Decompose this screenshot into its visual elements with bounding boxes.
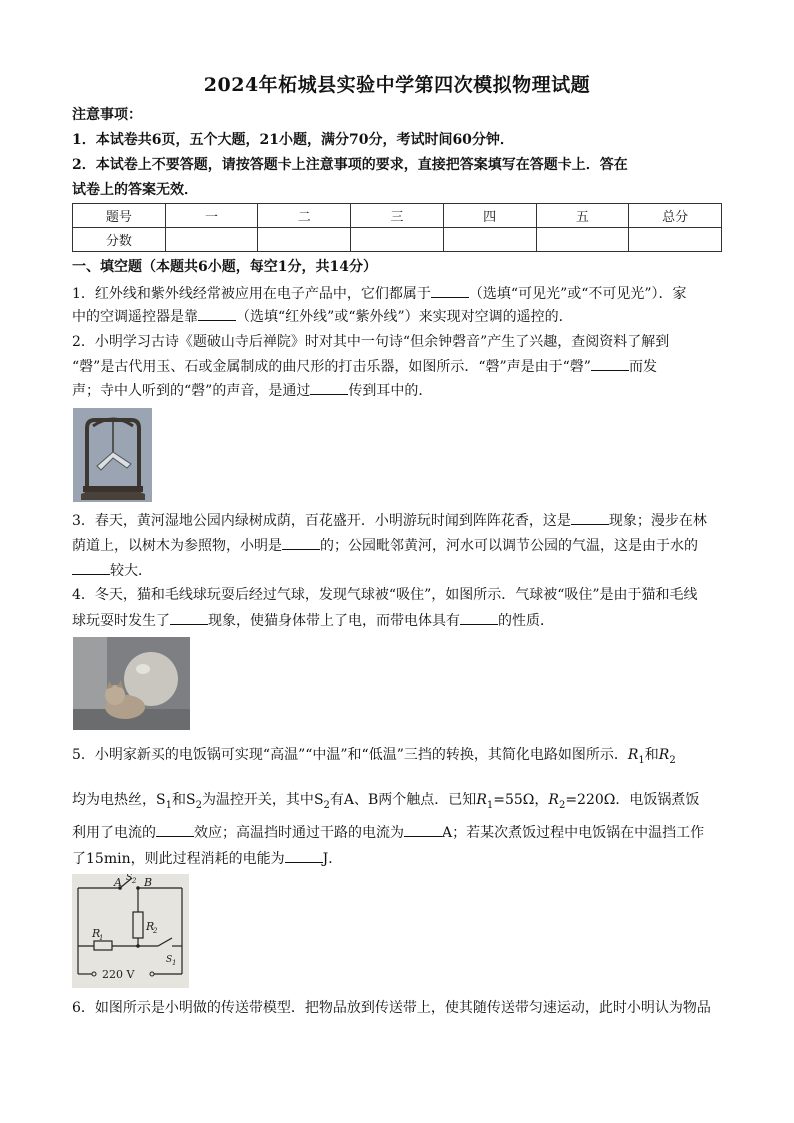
score-header-cell: 四 [443,204,536,228]
answer-blank [404,822,442,837]
s2-subscript: 2 [195,799,202,811]
q3-text-b: 现象；漫步在林 [608,513,707,529]
answer-blank [310,380,348,395]
score-table-header-row [73,204,722,228]
question-5-line-3 [72,822,724,843]
score-row-label: 分数 [73,228,166,252]
score-table-score-row [73,228,722,252]
circuit-label-s1-sub: 1 [172,959,177,967]
circuit-label-s1: S [166,955,173,965]
eq-r1-subscript: 1 [486,799,494,811]
s1-symbol: S [156,792,166,808]
answer-blank [198,306,236,321]
r1-subscript: 1 [638,754,645,766]
q4-text-c: 的性质． [498,613,554,629]
answer-blank [571,510,609,525]
answer-blank [460,610,498,625]
q3-text-c: 荫道上，以树木为参照物，小明是 [72,538,282,554]
q3-text-e: 较大． [110,563,152,579]
q5-and-2: 和 [171,792,186,808]
notice-item-2: 2．本试卷上不要答题，请按答题卡上注意事项的要求，直接把答案填写在答题卡上．答在 [72,157,628,173]
circuit-label-r2: R [146,920,155,933]
circuit-label-r1: R [92,927,101,940]
circuit-diagram [72,874,189,988]
answer-blank [431,283,469,298]
eq-r2-symbol: R [548,792,559,808]
q2-text-c: 声；寺中人听到的“磬”的声音，是通过 [72,383,311,399]
score-cell[interactable] [536,228,629,252]
q4-text-a: 球玩耍时发生了 [72,613,170,629]
cat-balloon-illustration [73,637,190,730]
q5-text-d: 有A、B两个触点．已知 [329,792,477,808]
r2-subscript: 2 [669,754,676,766]
q2-text-a: “磬”是古代用玉、石或金属制成的曲尺形的打击乐器，如图所示．“磬”声是由于“磬” [72,359,591,375]
question-4-line-2 [72,610,724,631]
answer-blank [285,848,323,863]
score-cell[interactable] [258,228,351,252]
question-4-line-1: 4．冬天，猫和毛线球玩耍后经过气球，发现气球被“吸住”，如图所示．气球被“吸住”是由于猫和毛线 [72,587,698,603]
circuit-label-r2-sub: 2 [153,927,158,935]
q5-text-g: A；若某次煮饭过程中电饭锅在中温挡工作 [442,825,705,841]
notice-item-3: 试卷上的答案无效． [72,182,198,198]
q2-text-d: 传到耳中的． [348,383,433,399]
question-2-line-3 [72,380,724,401]
q5-text-a: 5．小明家新买的电饭锅可实现“高温”“中温”和“低温”三挡的转换，其简化电路如图所示． [72,747,628,763]
q1-text-d: （选填“红外线”或“紫外线”）来实现对空调的遥控的． [236,309,573,325]
eq-r1-symbol: R [476,792,487,808]
question-5-line-2 [72,790,724,816]
q5-text-c: 为温控开关，其中 [201,792,314,808]
score-header-cell: 总分 [629,204,722,228]
circuit-label-a: A [114,876,122,889]
eq-r2-value: =220Ω．电饭锅煮饭 [565,792,700,808]
q5-text-b: 均为电热丝， [72,792,156,808]
q5-text-h: 了15min，则此过程消耗的电能为 [72,851,285,867]
q1-text-c: 中的空调遥控器是靠 [72,309,198,325]
r2-symbol: R [658,747,670,763]
score-table [72,203,722,252]
qing-illustration [73,408,152,502]
score-cell[interactable] [165,228,258,252]
q5-and: 和 [644,747,659,763]
question-2-line-2 [72,356,724,377]
cat-balloon-photo [73,637,190,730]
circuit-label-s2-sub: 2 [132,877,137,885]
question-5-line-4 [72,848,724,869]
answer-blank [156,822,194,837]
eq-r2-subscript: 2 [558,799,566,811]
circuit-label-b: B [144,876,153,889]
score-cell[interactable] [443,228,536,252]
question-6-line-1: 6．如图所示是小明做的传送带模型．把物品放到传送带上，使其随传送带匀速运动，此时小明认为物品 [72,1000,711,1016]
circuit-label-voltage: 220 V [102,968,135,981]
question-1-line-2 [72,306,724,327]
s1-subscript: 1 [165,799,172,811]
score-header-cell: 三 [351,204,444,228]
q1-text-a: 1．红外线和紫外线经常被应用在电子产品中，它们都属于 [72,286,431,302]
q5-text-f: 效应；高温挡时通过干路的电流为 [194,825,404,841]
q3-text-a: 3．春天，黄河湿地公园内绿树成荫，百花盛开．小明游玩时闻到阵阵花香，这是 [72,513,571,529]
q5-text-e: 利用了电流的 [72,825,156,841]
score-cell[interactable] [629,228,722,252]
circuit-label-s2: S [126,874,133,883]
q4-text-b: 现象，使猫身体带上了电，而带电体具有 [208,613,460,629]
answer-blank [72,560,110,575]
notice-item-1: 1．本试卷共6页，五个大题，21小题，满分70分，考试时间60分钟． [72,132,514,148]
q1-text-b: （选填“可见光”或“不可见光”）．家 [468,286,687,302]
r1-symbol: R [627,747,639,763]
score-cell[interactable] [351,228,444,252]
answer-blank [591,356,629,371]
q5-text-i: J． [322,851,343,867]
section-1-heading: 一、填空题（本题共6小题，每空1分，共14分） [72,259,377,275]
score-header-cell: 二 [258,204,351,228]
s2-symbol-b: S [313,792,324,808]
score-header-cell: 题号 [73,204,166,228]
s2-symbol: S [185,792,196,808]
question-3-line-3 [72,560,724,581]
answer-blank [170,610,208,625]
circuit-schematic [72,874,189,988]
question-3-line-1 [72,510,724,531]
answer-blank [282,535,320,550]
score-header-cell: 一 [165,204,258,228]
eq-r1-value: =55Ω， [493,792,549,808]
question-5-line-1 [72,745,724,771]
score-header-cell: 五 [536,204,629,228]
notice-heading: 注意事项： [72,107,142,123]
qing-instrument-photo [73,408,152,502]
page-title: 2024年柘城县实验中学第四次模拟物理试题 [203,74,591,96]
question-3-line-2 [72,535,724,556]
s2-subscript-b: 2 [323,799,330,811]
q3-text-d: 的；公园毗邻黄河，河水可以调节公园的气温，这是由于水的 [320,538,698,554]
q2-text-b: 而发 [628,359,657,375]
question-1-line-1 [72,283,724,304]
question-2-line-1: 2．小明学习古诗《题破山寺后禅院》时对其中一句诗“但余钟磬音”产生了兴趣，查阅资料了解到 [72,334,670,350]
circuit-label-r1-sub: 1 [99,934,104,942]
